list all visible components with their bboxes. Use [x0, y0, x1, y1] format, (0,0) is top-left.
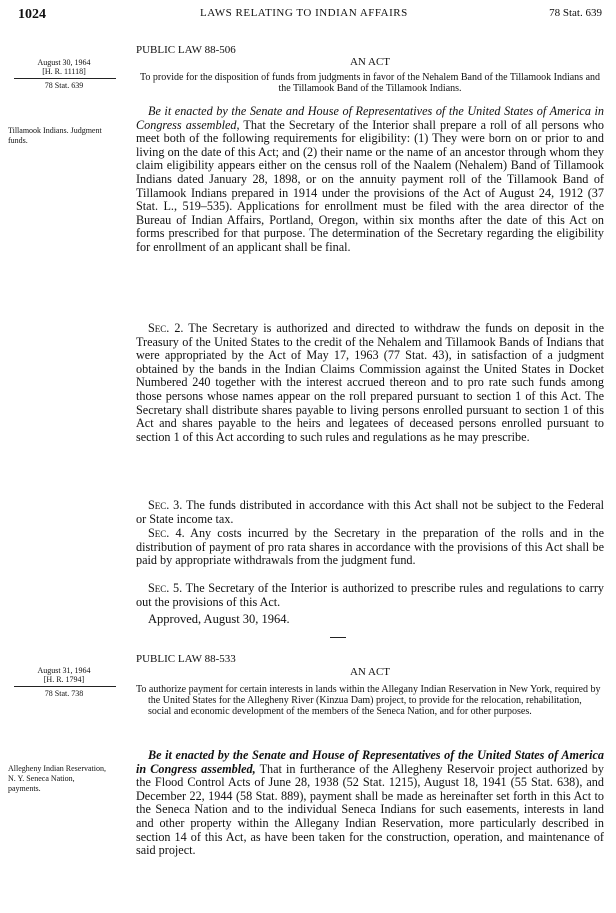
law-separator-rule: [330, 637, 346, 638]
law1-section1: [136, 105, 604, 255]
law1-section2: [136, 322, 604, 444]
law1-section1-text: That the Secretary of the Interior shall prepare a roll of all persons who meet both of the following requirements for eligibility: (1) They were born on or prior to and living on the date of this Act; and (2) their name or the name of an ancestor through whom they claim eligibility appears either on the census roll of the Naalem (Nehalem) Band of Tillamook Indians dated January 28, 1898, or on the annuity payment roll of the Tillamook Band of Tillamook Indians prepared in 1914 under the provisions of the Act of August 24, 1912 (37 Stat. L., 519–535). Applications for enrollment must be filed with the area director of the Bureau of Indian Affairs, Portland, Oregon, within six months after the date of this Act on forms prescribed for that purpose. The determination of the Secretary regarding the eligibility for enrollment of an applicant shall be final.: [136, 117, 605, 254]
law1-sec5-label: Sec. 5.: [148, 581, 183, 595]
header-stat-ref: 78 Stat. 639: [549, 7, 602, 19]
law1-enacting-clause: Be it enacted by the Senate and House of Representatives of the United States of America in Congress assembled,: [136, 104, 604, 132]
law1-sec4-label: Sec. 4.: [148, 526, 185, 540]
law1-margin-stat: 78 Stat. 639: [44, 81, 84, 90]
law1-sec5-text: The Secretary of the Interior is authorized to prescribe rules and regulations to carry out the provisions of this Act.: [136, 581, 604, 609]
law1-margin-note: Tillamook Indians. Judgment funds.: [8, 126, 102, 145]
law2-margin-rule: [14, 686, 116, 687]
law1-sec2-label: Sec. 2.: [148, 321, 184, 335]
page-number: 1024: [18, 7, 46, 22]
law2-purpose: [136, 684, 604, 717]
law2-purpose-text: To authorize payment for certain interests in lands within the Allegany Indian Reservation in New York, required by the United States for the Allegheny River (Kinzua Dam) project, to provide for the relocation, rehabilitation, social and economic development of the members of the Seneca Nation, and for other purposes.: [136, 684, 601, 717]
law1-sec4-text: Any costs incurred by the Secretary in the preparation of the rolls and in the distribution of payment of pro rata shares in accordance with the provisions of this Act shall be paid by appropriate withdrawals from the judgment fund.: [136, 526, 605, 568]
law2-margin-stat: 78 Stat. 738: [44, 689, 84, 698]
law2-section1-text: That in furtherance of the Allegheny Reservoir project authorized by the Flood Control Acts of June 28, 1938 (52 Stat. 1215), August 18, 1941 (55 Stat. 638), and December 22, 1944 (58 Stat. 889), payment shall be made as hereinafter set forth in this Act to the Seneca Nation and to the individual Seneca Indians for such easements, interests in land and other property within the Allegany Indian Reservation, more particularly described in section 14 of this Act, as have been taken for the construction, operation, and maintenance of said project.: [136, 761, 604, 858]
law1-approved: Approved, August 30, 1964.: [148, 612, 290, 626]
law1-sec3-text: The funds distributed in accordance with this Act shall not be subject to the Federal or State income tax.: [136, 498, 605, 526]
law2-an-act: AN ACT: [349, 666, 391, 678]
law1-section4: [136, 527, 604, 568]
law1-public-law: PUBLIC LAW 88-506: [136, 44, 236, 56]
law1-an-act: AN ACT: [349, 56, 391, 68]
law1-section5: [136, 582, 604, 609]
law2-margin-date: August 31, 1964: [37, 666, 91, 675]
law1-margin-bill: [H. R. 11118]: [42, 67, 86, 76]
law1-purpose: To provide for the disposition of funds from judgments in favor of the Nehalem Band of the Tillamook Indians and the Tillamook Band of the Tillamook Indians.: [139, 72, 601, 94]
law1-sec3-label: Sec. 3.: [148, 498, 183, 512]
law2-margin-note: Allegheny Indian Reservation, N. Y. Seneca Nation, payments.: [8, 764, 106, 793]
law2-enacting-clause: Be it enacted by the Senate and House of Representatives of the United States of America in Congress assembled,: [136, 748, 604, 776]
law1-margin-date: August 30, 1964: [37, 58, 91, 67]
law2-margin-bill: [H. R. 1794]: [43, 675, 85, 684]
law2-section1: [136, 749, 604, 858]
law1-sec2-text: The Secretary is authorized and directed to withdraw the funds on deposit in the Treasury of the United States to the credit of the Nehalem and Tillamook Bands of Indians that were appropriated by the Act of May 17, 1963 (77 Stat. 43), in satisfaction of a judgment obtained by the bands in the Indian Claims Commission against the United States in Docket Numbered 240 together with the interest accrued thereon and to pro rate such funds among those persons whose names appear on the roll prepared pursuant to section 1 of this Act. The Secretary shall distribute shares payable to living persons enrolled pursuant to section 1 of this Act and shares payable to the heirs and legatees of deceased persons enrolled pursuant to section 1 of this Act according to such rules and regulations as he may prescribe.: [136, 321, 605, 444]
running-title: LAWS RELATING TO INDIAN AFFAIRS: [200, 7, 408, 19]
law2-public-law: PUBLIC LAW 88-533: [136, 653, 236, 665]
law1-margin-rule: [14, 78, 116, 79]
law1-section3: [136, 499, 604, 526]
